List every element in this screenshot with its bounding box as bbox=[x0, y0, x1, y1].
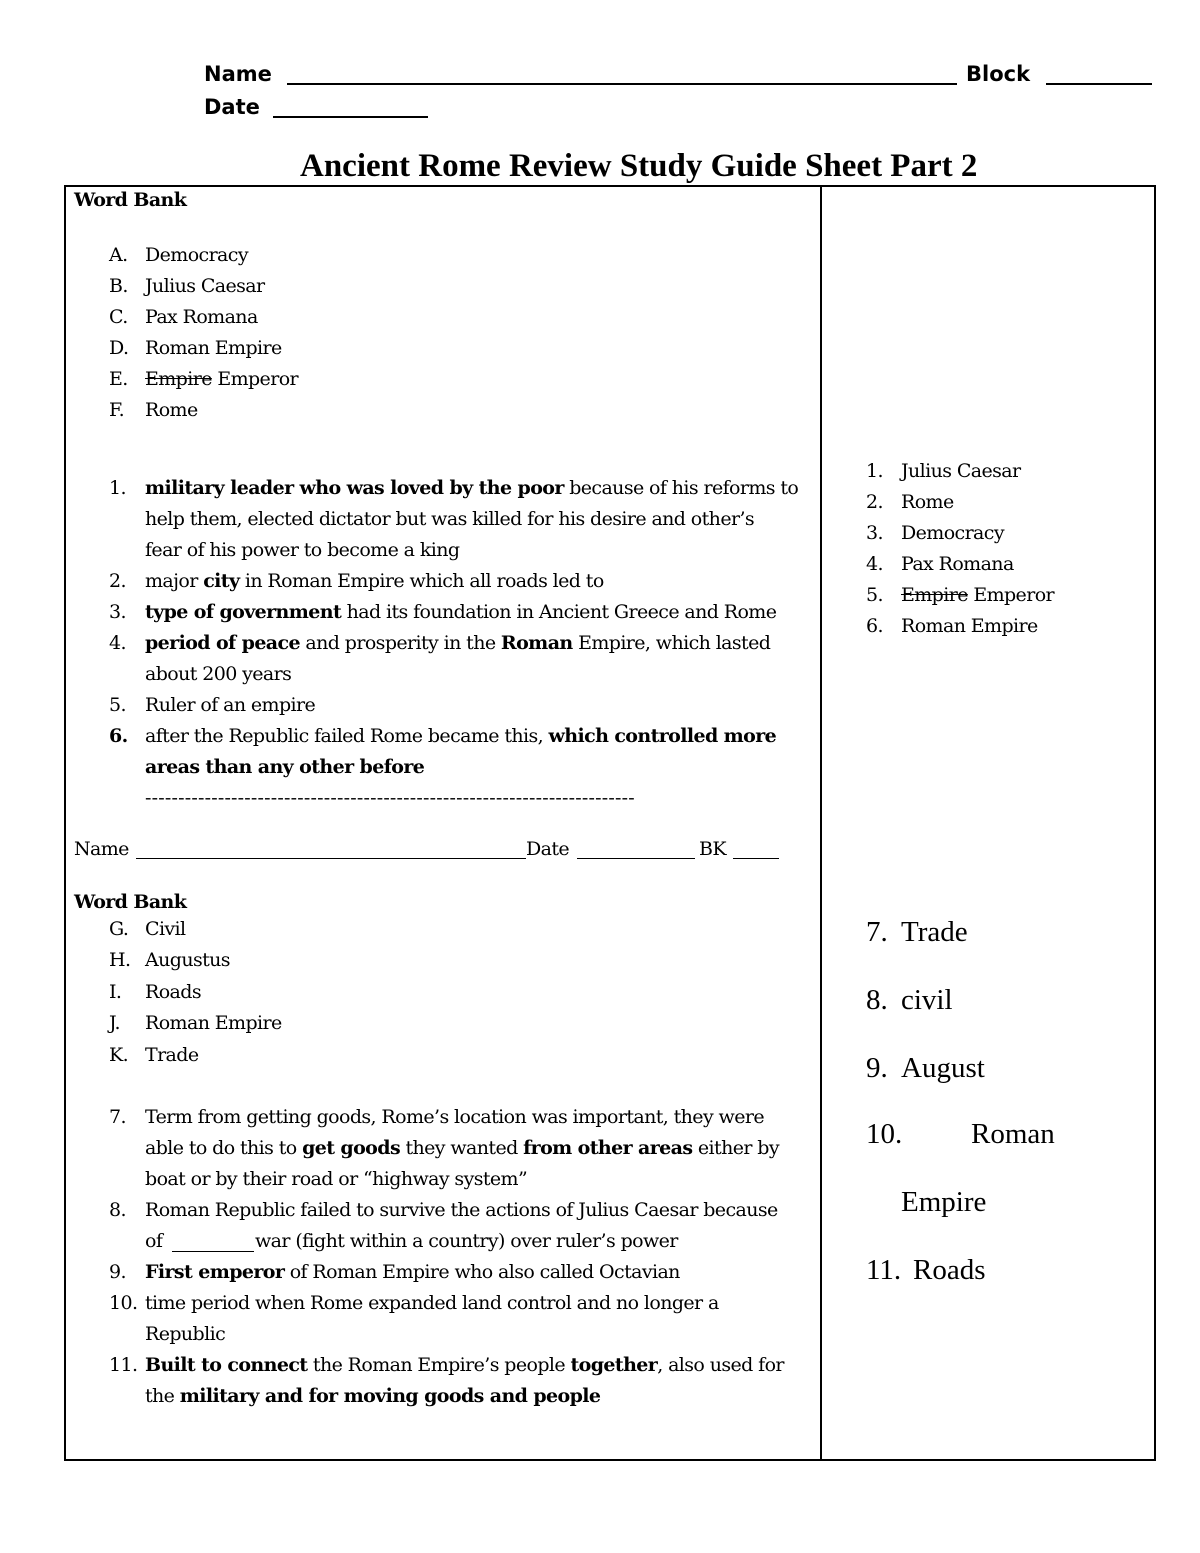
question-number: 11. bbox=[109, 1354, 138, 1376]
word-bank-term: Trade bbox=[145, 1044, 199, 1066]
name-blank[interactable] bbox=[287, 64, 957, 88]
answer-number: 7. bbox=[866, 916, 888, 948]
question-number: 5. bbox=[109, 694, 126, 716]
question-text: major city in Roman Empire which all roads led to bbox=[145, 570, 604, 592]
answer-text: Democracy bbox=[901, 522, 1004, 544]
block-blank[interactable] bbox=[733, 838, 779, 862]
date-label: Date bbox=[526, 838, 570, 860]
page-title: Ancient Rome Review Study Guide Sheet Part 2 bbox=[300, 148, 978, 184]
word-bank-letter: E. bbox=[109, 368, 128, 390]
question-text: First emperor of Roman Empire who also called Octavian bbox=[145, 1261, 680, 1283]
word-bank-term: Rome bbox=[145, 399, 198, 421]
word-bank-term: Julius Caesar bbox=[145, 275, 265, 297]
answer-text: Rome bbox=[901, 491, 954, 513]
question-number: 9. bbox=[109, 1261, 126, 1283]
word-bank-term: Democracy bbox=[145, 244, 248, 266]
answer-number: 11. bbox=[866, 1254, 902, 1286]
question-text: boat or by their road or “highway system” bbox=[145, 1168, 528, 1190]
answer-number: 4. bbox=[866, 553, 883, 575]
question-text: Term from getting goods, Rome’s location was important, they were bbox=[145, 1106, 764, 1128]
word-bank-letter: F. bbox=[109, 399, 125, 421]
question-text: Republic bbox=[145, 1323, 226, 1345]
question-text: the military and for moving goods and people bbox=[145, 1385, 601, 1407]
word-bank-letter: I. bbox=[109, 981, 122, 1003]
word-bank-term: Roads bbox=[145, 981, 201, 1003]
word-bank-term: Roman Empire bbox=[145, 1012, 282, 1034]
name-label: Name bbox=[204, 62, 272, 86]
word-bank-heading: Word Bank bbox=[74, 891, 187, 913]
question-number: 4. bbox=[109, 632, 126, 654]
question-text: war (fight within a country) over ruler’s power bbox=[255, 1230, 678, 1252]
name-blank[interactable] bbox=[136, 838, 526, 862]
answer-blank[interactable] bbox=[172, 1231, 254, 1255]
answer-number: 9. bbox=[866, 1052, 888, 1084]
answer-text: August bbox=[901, 1052, 985, 1084]
question-number: 10. bbox=[109, 1292, 138, 1314]
answer-number: 3. bbox=[866, 522, 883, 544]
word-bank-letter: G. bbox=[109, 918, 129, 940]
question-number: 6. bbox=[109, 725, 128, 747]
date-blank[interactable] bbox=[577, 838, 695, 862]
answer-text: Roman bbox=[971, 1118, 1055, 1150]
question-text: Built to connect the Roman Empire’s people together, also used for bbox=[145, 1354, 784, 1376]
question-text: of bbox=[145, 1230, 163, 1252]
block-blank[interactable] bbox=[1046, 64, 1152, 88]
word-bank-term: Roman Empire bbox=[145, 337, 282, 359]
word-bank-letter: H. bbox=[109, 949, 131, 971]
answer-number: 5. bbox=[866, 584, 883, 606]
word-bank-term: Civil bbox=[145, 918, 186, 940]
question-text: period of peace and prosperity in the Roman Empire, which lasted bbox=[145, 632, 771, 654]
block-label: Block bbox=[966, 62, 1031, 86]
question-text: Ruler of an empire bbox=[145, 694, 316, 716]
cut-line: -------------------------------------------------------------------------- bbox=[145, 787, 635, 809]
question-text: able to do this to get goods they wanted from other areas either by bbox=[145, 1137, 779, 1159]
answer-text: Trade bbox=[901, 916, 968, 948]
word-bank-term: Pax Romana bbox=[145, 306, 258, 328]
answer-text: Julius Caesar bbox=[901, 460, 1021, 482]
answer-text: Roman Empire bbox=[901, 615, 1038, 637]
answer-text: Roads bbox=[913, 1254, 986, 1286]
question-number: 3. bbox=[109, 601, 126, 623]
question-text: after the Republic failed Rome became this, which controlled more bbox=[145, 725, 777, 747]
name-label: Name bbox=[74, 838, 129, 860]
word-bank-letter: D. bbox=[109, 337, 129, 359]
word-bank-heading: Word Bank bbox=[74, 189, 187, 211]
question-text: about 200 years bbox=[145, 663, 292, 685]
answer-number: 1. bbox=[866, 460, 883, 482]
word-bank-letter: J. bbox=[109, 1012, 120, 1034]
answer-text: Empire bbox=[901, 1186, 987, 1218]
word-bank-letter: C. bbox=[109, 306, 128, 328]
word-bank-term: Augustus bbox=[145, 949, 230, 971]
word-bank-letter: K. bbox=[109, 1044, 129, 1066]
date-label: Date bbox=[204, 95, 260, 119]
question-number: 1. bbox=[109, 477, 126, 499]
date-blank[interactable] bbox=[273, 97, 428, 121]
block-label: BK bbox=[699, 838, 726, 860]
question-number: 8. bbox=[109, 1199, 126, 1221]
answer-number: 10. bbox=[866, 1118, 903, 1150]
word-bank-letter: B. bbox=[109, 275, 128, 297]
question-text: areas than any other before bbox=[145, 756, 425, 778]
question-text: fear of his power to become a king bbox=[145, 539, 460, 561]
question-number: 7. bbox=[109, 1106, 126, 1128]
question-text: type of government had its foundation in Ancient Greece and Rome bbox=[145, 601, 777, 623]
question-text: military leader who was loved by the poor because of his reforms to bbox=[145, 477, 799, 499]
answer-text: Pax Romana bbox=[901, 553, 1014, 575]
answer-text: Empire Emperor bbox=[901, 584, 1055, 606]
word-bank-letter: A. bbox=[109, 244, 128, 266]
question-text: help them, elected dictator but was killed for his desire and other’s bbox=[145, 508, 755, 530]
answer-number: 6. bbox=[866, 615, 883, 637]
question-text: Roman Republic failed to survive the actions of Julius Caesar because bbox=[145, 1199, 778, 1221]
question-text: time period when Rome expanded land control and no longer a bbox=[145, 1292, 719, 1314]
answer-number: 2. bbox=[866, 491, 883, 513]
answer-text: civil bbox=[901, 984, 953, 1016]
question-number: 2. bbox=[109, 570, 126, 592]
word-bank-term: Empire Emperor bbox=[145, 368, 299, 390]
answer-number: 8. bbox=[866, 984, 888, 1016]
column-divider bbox=[820, 185, 822, 1461]
